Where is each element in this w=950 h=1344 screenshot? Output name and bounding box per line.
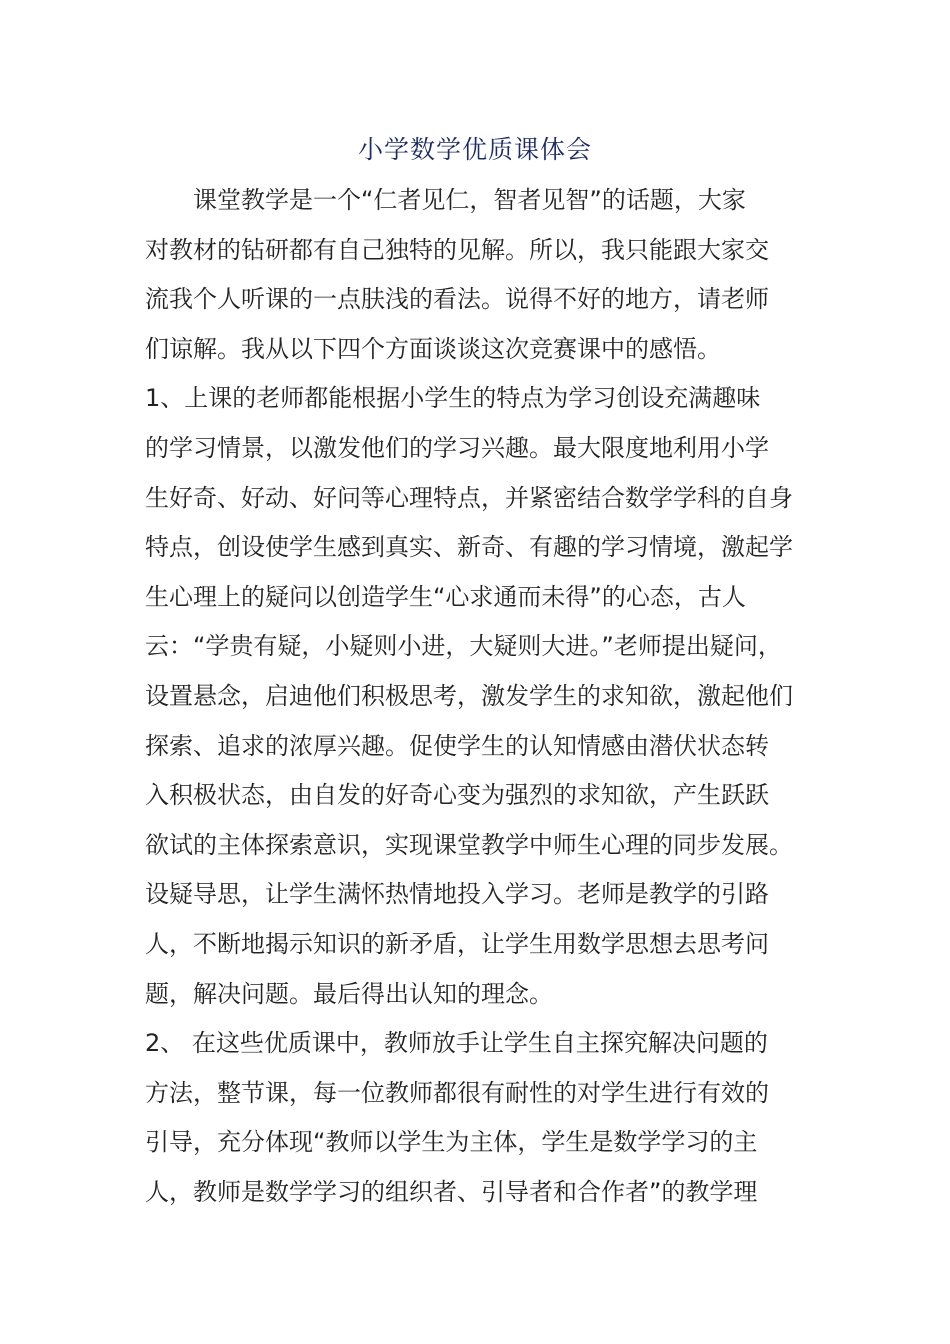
text-line: 探索、追求的浓厚兴趣。促使学生的认知情感由潜伏状态转 <box>145 731 769 760</box>
text-line: 们谅解。我从以下四个方面谈谈这次竞赛课中的感悟。 <box>145 334 721 363</box>
text-line: 人，教师是数学学习的组织者、引导者和合作者”的教学理 <box>145 1177 758 1206</box>
text-line: 云：“学贵有疑，小疑则小进，大疑则大进。”老师提出疑问， <box>145 632 782 661</box>
text-line: 2、 在这些优质课中，教师放手让学生自主探究解决问题的 <box>145 1029 768 1058</box>
text-line: 欲试的主体探索意识，实现课堂教学中师生心理的同步发展。 <box>145 830 793 859</box>
text-line: 的学习情景，以激发他们的学习兴趣。最大限度地利用小学 <box>145 433 769 462</box>
text-line: 流我个人听课的一点肤浅的看法。说得不好的地方，请老师 <box>145 285 769 314</box>
text-line: 特点，创设使学生感到真实、新奇、有趣的学习情境，激起学 <box>145 533 793 562</box>
text-line: 课堂教学是一个“仁者见仁，智者见智”的话题，大家 <box>193 186 746 214</box>
text-line: 生好奇、好动、好问等心理特点，并紧密结合数学学科的自身 <box>145 483 793 512</box>
text-line: 引导，充分体现“教师以学生为主体，学生是数学学习的主 <box>145 1128 758 1157</box>
text-line: 1、上课的老师都能根据小学生的特点为学习创设充满趣味 <box>145 384 761 413</box>
document-body <box>145 176 820 1217</box>
document-title: 小学数学优质课体会 <box>357 135 592 164</box>
text-line: 人，不断地揭示知识的新矛盾，让学生用数学思想去思考问 <box>145 929 769 958</box>
text-line: 入积极状态，由自发的好奇心变为强烈的求知欲，产生跃跃 <box>145 781 769 810</box>
text-line: 方法，整节课，每一位教师都很有耐性的对学生进行有效的 <box>145 1078 769 1107</box>
text-line: 生心理上的疑问以创造学生“心求通而未得”的心态，古人 <box>145 582 746 611</box>
text-line: 对教材的钻研都有自己独特的见解。所以，我只能跟大家交 <box>145 235 769 264</box>
text-line: 设置悬念，启迪他们积极思考，激发学生的求知欲，激起他们 <box>145 681 793 710</box>
text-line: 设疑导思，让学生满怀热情地投入学习。老师是教学的引路 <box>145 880 769 909</box>
text-line: 题，解决问题。最后得出认知的理念。 <box>145 979 553 1008</box>
